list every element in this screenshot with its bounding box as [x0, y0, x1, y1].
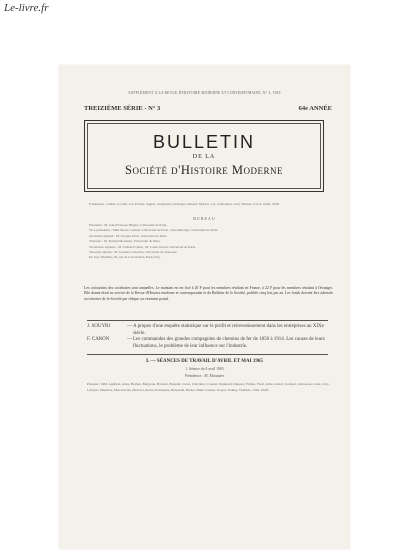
bureau-line: Vice-présidents : MM. Pierre Goubert, Université de Paris ; Jean Bérenger, Université de Paris. — [89, 228, 219, 233]
title-de-la: DE LA — [192, 154, 216, 160]
presents-list: Présents : MM. Agulhon, Ariès, Barbier, Bergeron, Bouvier, Braudel, Caron, Chevalier, Crouzet, Daumard, Dupeux, Fohlen, Furet, Gille, Girard, Goubert, Labrousse, Léon, Lévy-Leboyer, Mandrou, Marczewski, Meuvret, Perrot, Poitrineau, Renouvin, Richet, Rudé, Soboul, Souyri, Tudesq, Vidalenc, Vilar, Wolff. — [87, 382, 330, 392]
presidence-line: Présidence : M. Mousnier — [184, 374, 225, 378]
serie-label: TREIZIÈME SÉRIE - N° 3 — [84, 105, 161, 112]
bureau-line: Secrétaires adjoints : M. Claude Fohlen ; M. Louis Girard, Université de Paris. — [89, 244, 196, 249]
annee-label: 64e ANNÉE — [298, 105, 332, 112]
bureau-line: Président : M. Jean-François Bergier, Université de Paris. — [89, 223, 167, 227]
bureau-line: Secrétaire général : M. Jacques Droz, Université de Paris. — [89, 233, 168, 238]
toc-author: J. SOUYRI — [87, 324, 111, 329]
seance-date: 1. Séance du 4 avril 1965 — [185, 367, 224, 371]
bulletin-page — [59, 65, 350, 549]
toc-separator: — — [127, 337, 132, 342]
divider — [87, 320, 328, 321]
bureau-line: Trésorier : M. Roland Mousnier, Université de Paris. — [89, 239, 161, 244]
bureau-heading: BUREAU — [193, 216, 216, 221]
toc-separator: — — [127, 324, 132, 329]
watermark: Le-livre.fr — [4, 2, 49, 14]
bureau-line: Trésorier adjoint : M. Jacques Godechot, Université de Toulouse. — [89, 250, 178, 255]
cotisation-note: Les cotisations des sociétaires sont annuelles. Le montant en est fixé à 20 F pour les membres résidant en France, à 22 F pour les membres résidant à l'étranger. Elle donne droit au service de la Revue d'Histoire moderne et contemporaine et du Bulletin de la Société, publiés cinq fois par an. Les fonds doivent être adressés au trésorier de la Société par chèque ou virement postal. — [84, 286, 333, 301]
title-bulletin: BULLETIN — [152, 132, 256, 152]
divider — [87, 354, 328, 355]
toc-item — [87, 337, 328, 350]
section-title: I. — SÉANCES DE TRAVAIL D'AVRIL ET MAI 1965 — [146, 359, 263, 364]
toc-text: Les commandes des grandes compagnies de chemins de fer de 1850 à 1914. Les causes de leurs fluctuations, le problème de leur influence sur l'industrie. — [133, 337, 325, 349]
bureau-list — [89, 223, 326, 261]
bureau-line: M. Guy Thuillier, 20, rue de la Sorbonne, Paris (Ve). — [89, 255, 161, 260]
founders-text: Fondateurs : Cahen, Coville, Lot, Pariset, Sagnac, Seignobos, Robiquet, Renard, Marion, Lot, Lemonnier, Lévy, Hauser, Caron, Weill, Vidal — [89, 202, 280, 206]
title-box — [84, 120, 324, 192]
supplement-line: SUPPLÉMENT À LA REVUE D'HISTOIRE MODERNE ET CONTEMPORAINE, N° 3, 1965 — [128, 91, 281, 95]
title-societe: Société d'Histoire Moderne — [125, 163, 283, 177]
toc-author: F. CARON — [87, 337, 110, 342]
toc-text: A propos d'une enquête statistique sur le profit et reinvestissement dans les entreprises au XIXe siècle. — [133, 324, 324, 336]
serie-row — [84, 105, 332, 112]
title-inner-frame — [87, 123, 321, 189]
toc-item — [87, 324, 328, 337]
